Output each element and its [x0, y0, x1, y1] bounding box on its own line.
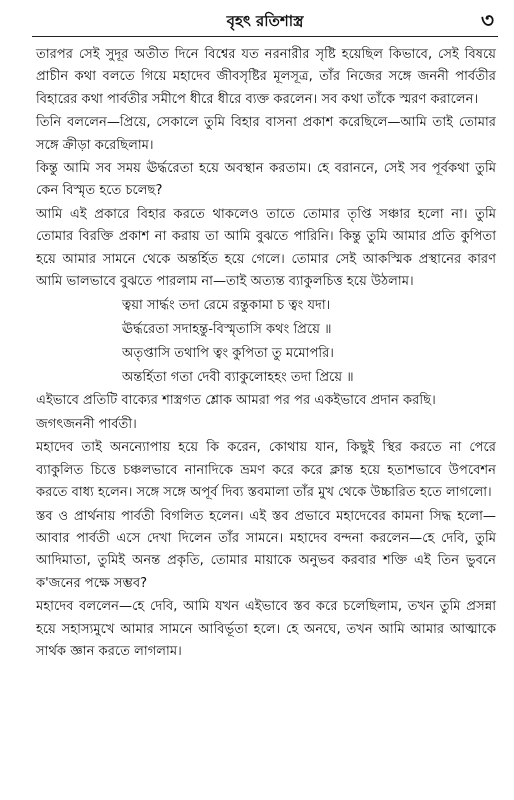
- paragraph: তারপর সেই সুদূর অতীত দিনে বিশ্বের যত নরনারীর সৃষ্টি হয়েছিল কিভাবে, সেই বিষয়ে প্রাচীন কথা বলতে গিয়ে মহাদেব জীবসৃষ্টির মূলসূত্র, তাঁর নিজের সঙ্গে জননী পার্বতীর বিহারের কথা পার্বতীর সমীপে ধীরে ধীরে ব্যক্ত করলেন। সব কথা তাঁকে স্মরণ করালেন।: [36, 47, 496, 107]
- header-title: বৃহৎ রতিশাস্ত্র: [226, 12, 304, 30]
- verse-line: অতৃপ্তাসি তথাপি ত্বং কুপিতা তু মমোপরি।: [122, 346, 334, 362]
- paragraph: স্তব ও প্রার্থনায় পার্বতী বিগলিত হলেন। এই স্তব প্রভাবে মহাদেবের কামনা সিদ্ধ হলো—আবার পার্বতী এসে দেখা দিলেন তাঁর সামনে। মহাদেব বন্দনা করলেন—হে দেবি, তুমি আদিমাতা, তুমিই অনন্ত প্রকৃতি, তোমার মায়াকে অনুভব করবার শক্তি এই তিন ভুবনে ক'জনের পক্ষে সম্ভব?: [36, 508, 496, 591]
- paragraph: মহাদেব তাই অনন্যোপায় হয়ে কি করেন, কোথায় যান, কিছুই স্থির করতে না পেরে ব্যাকুলিত চিত্তে চঞ্চলভাবে নানাদিকে ভ্রমণ করে করে ক্লান্ত হয়ে হতাশভাবে উপবেশন করতে বাধ্য হলেন। সঙ্গে সঙ্গে অপূর্ব দিব্য স্তবমালা তাঁর মুখ থেকে উচ্চারিত হতে লাগলো।: [36, 440, 496, 501]
- paragraph: তিনি বললেন—প্রিয়ে, সেকালে তুমি বিহার বাসনা প্রকাশ করেছিলে—আমি তাই তোমার সঙ্গে ক্রীড়া করেছিলাম।: [36, 115, 496, 153]
- paragraph: জগৎজননী পার্বতী।: [36, 416, 137, 432]
- page-body: [36, 44, 496, 663]
- paragraph: আমি এই প্রকারে বিহার করতে থাকলেও তাতে তোমার তৃপ্তি সঞ্চার হলো না। তুমি তোমার বিরক্তি প্রকাশ না করায় তা আমি বুঝতে পারিনি। কিন্তু তুমি আমার প্রতি কুপিতা হয়ে আমার সামনে থেকে অন্তর্হিত হয়ে গেলে। তোমার সেই আকস্মিক প্রস্থানের কারণ আমি ভালভাবে বুঝতে পারলাম না—তাই অত্যন্ত ব্যাকুলচিত্ত হয়ে উঠলাম।: [36, 206, 496, 290]
- verse-line: অন্তর্হিতা গতা দেবী ব্যাকুলোহহং তদা প্রিয়ে ॥: [122, 370, 354, 386]
- verse-line: ঊর্দ্ধরেতা সদাহন্তু-বিস্মৃতাসি কথং প্রিয়ে ॥: [122, 322, 332, 338]
- paragraph: এইভাবে প্রতিটি বাক্যের শাস্ত্রগত শ্লোক আমরা পর পর একইভাবে প্রদান করছি।: [36, 393, 436, 409]
- page-number: ৩: [480, 8, 494, 32]
- sanskrit-verse: [36, 294, 496, 390]
- verse-line: ত্বয়া সার্দ্ধং তদা রেমে রন্তুকামা চ ত্বং যদা।: [122, 298, 331, 314]
- running-header: [32, 6, 498, 37]
- paragraph: মহাদেব বললেন—হে দেবি, আমি যখন এইভাবে স্তব করে চলেছিলাম, তখন তুমি প্রসন্না হয়ে সহাস্যমুখে আমার সামনে আবির্ভূতা হলে। হে অনঘে, তখন আমি আমার আত্মাকে সার্থক জ্ঞান করতে লাগলাম।: [36, 599, 496, 659]
- paragraph: কিন্তু আমি সব সময় ঊর্দ্ধরেতা হয়ে অবস্থান করতাম। হে বরাননে, সেই সব পূর্বকথা তুমি কেন বিস্মৃত হতে চলেছ?: [36, 161, 496, 199]
